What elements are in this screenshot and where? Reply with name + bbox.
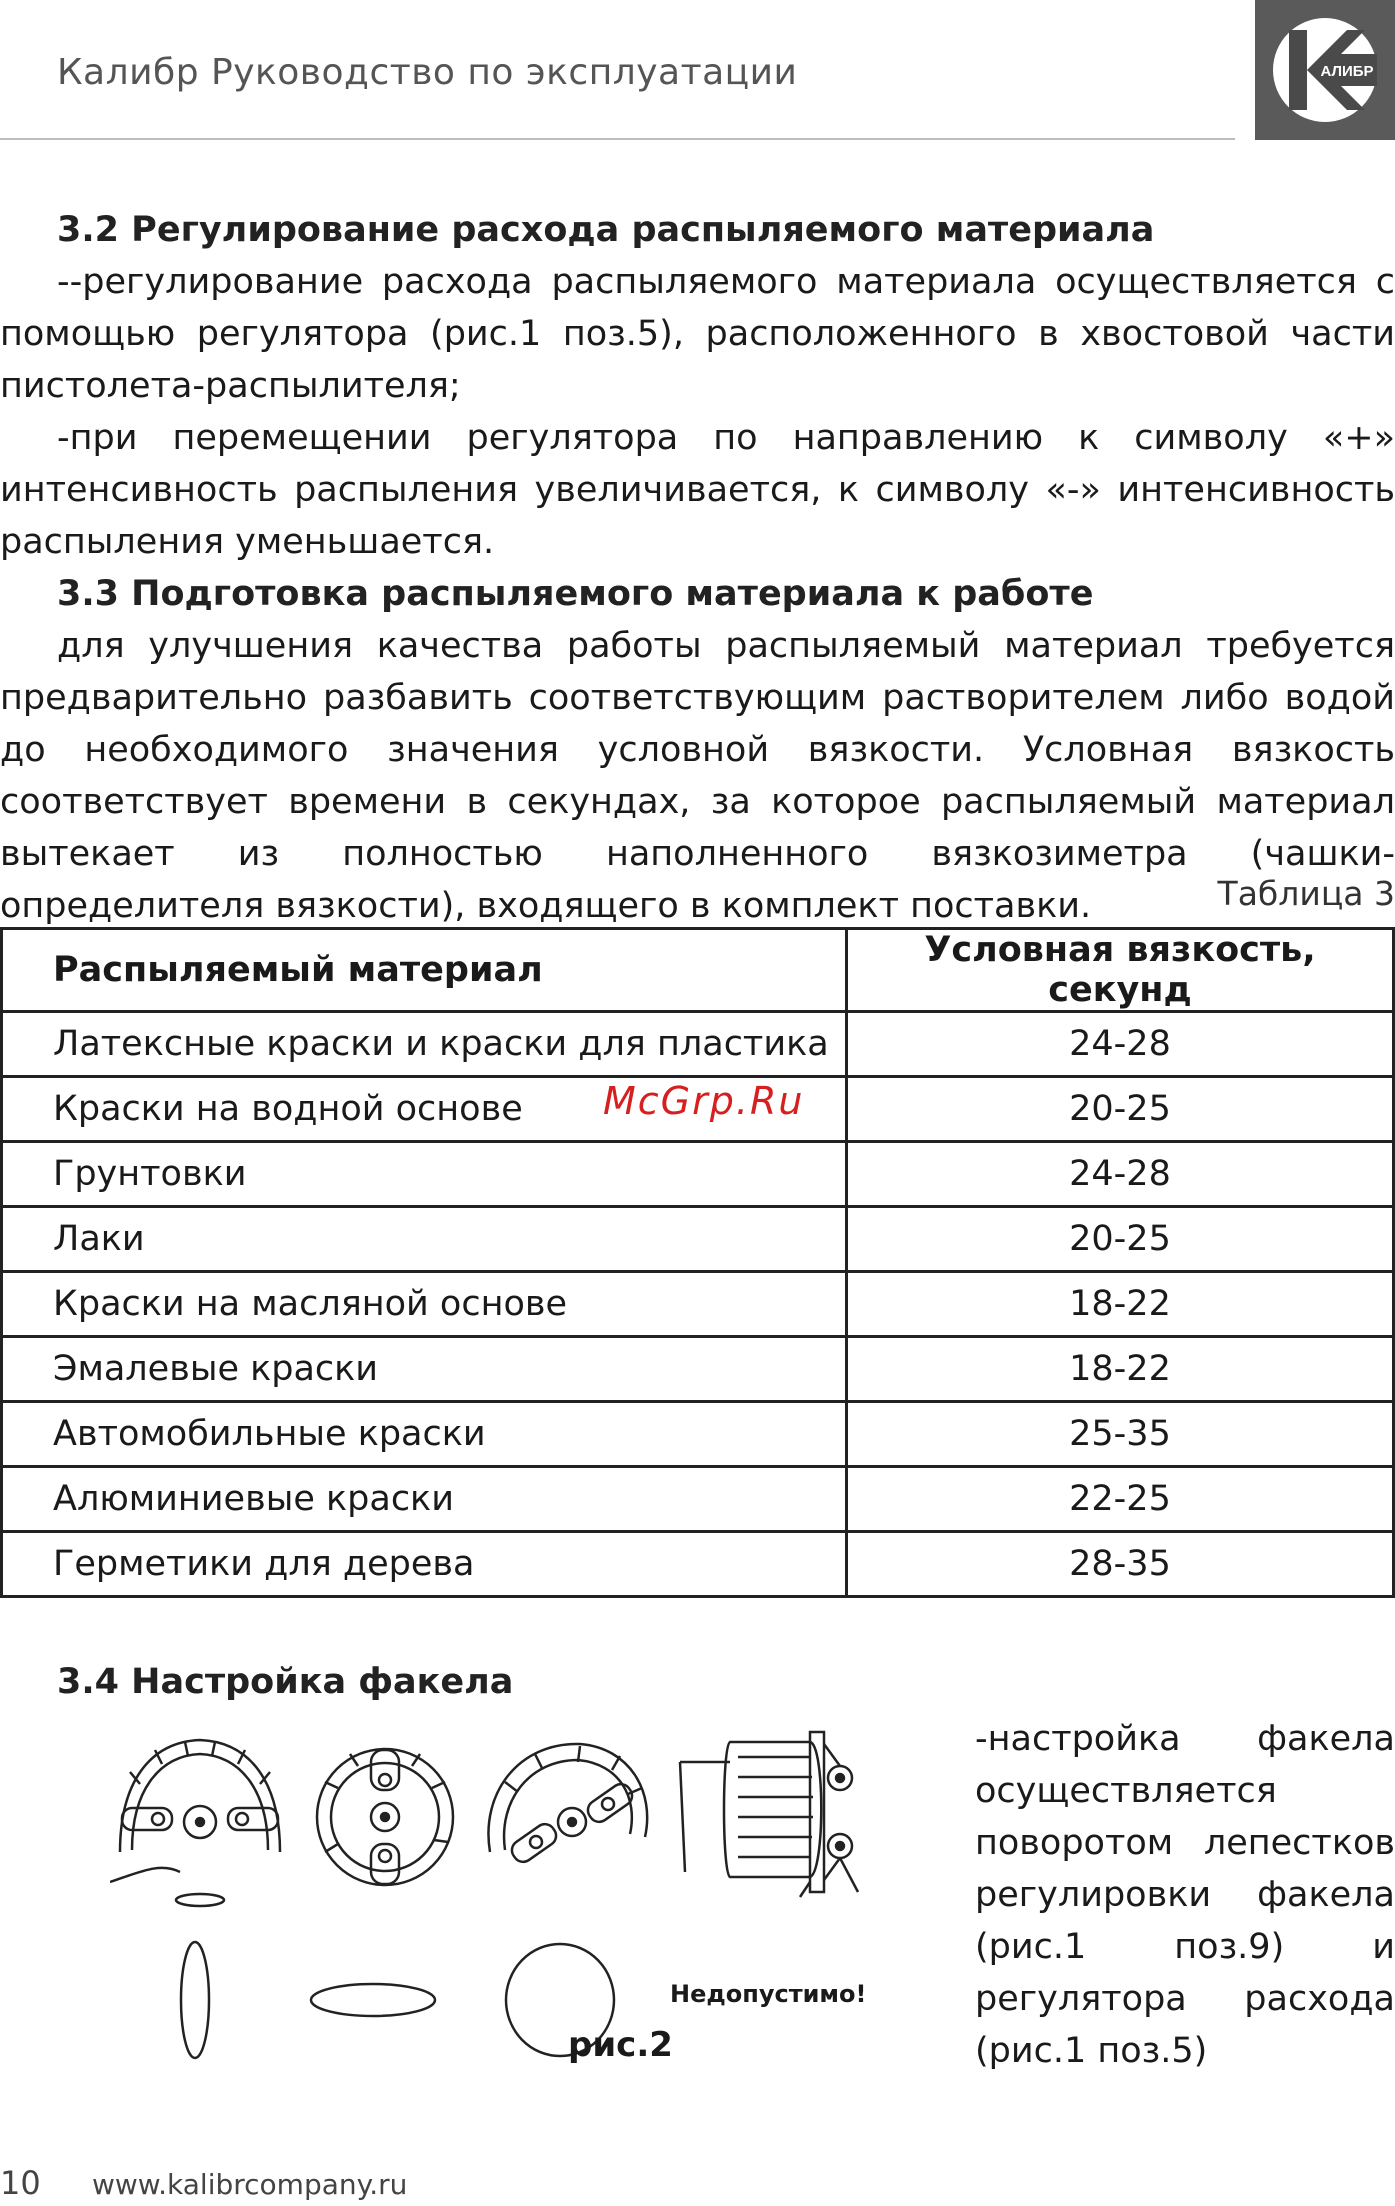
section-3-4-title: 3.4 Настройка факела bbox=[57, 1662, 514, 1702]
main-content bbox=[0, 204, 1395, 932]
nozzle-diagonal-drawing bbox=[488, 1744, 647, 1866]
figure-2 bbox=[110, 1722, 960, 2082]
section-3-4-paragraph: -настройка факела осуществляется поворотом лепестков регулировки факела (рис.1 поз.9) и регулятора расхода (рис.1 поз.5) bbox=[975, 1719, 1395, 2071]
table-header-material: Распыляемый материал bbox=[2, 929, 847, 1012]
table-cell-viscosity: 20-25 bbox=[847, 1077, 1394, 1142]
table-cell-material: Эмалевые краски bbox=[2, 1337, 847, 1402]
nozzle-illustration bbox=[110, 1722, 960, 2082]
section-3-3-title: 3.3 Подготовка распыляемого материала к работе bbox=[57, 574, 1094, 614]
nozzle-side-drawing bbox=[680, 1732, 858, 1897]
table-caption: Таблица 3 bbox=[1217, 874, 1395, 913]
table-cell-viscosity: 22-25 bbox=[847, 1467, 1394, 1532]
figure-warning-label: Недопустимо! bbox=[670, 1980, 867, 2008]
table-cell-viscosity: 18-22 bbox=[847, 1272, 1394, 1337]
table-cell-material: Грунтовки bbox=[2, 1142, 847, 1207]
table-cell-viscosity: 24-28 bbox=[847, 1012, 1394, 1077]
table-row bbox=[2, 1402, 1394, 1467]
table-cell-viscosity: 24-28 bbox=[847, 1142, 1394, 1207]
section-3-3-paragraph-1: для улучшения качества работы распыляемый материал требуется предварительно разбавить соответствующим растворителем либо водой до необходимого значения условной вязкости. Условная вязкость соответствует времени в секундах, за которое распыляемый материал вытекает из полностью наполненного вязкозиметра (чашки-определителя вязкости), входящего в комплект поставки. bbox=[0, 626, 1395, 926]
table-row bbox=[2, 1467, 1394, 1532]
header-title: Калибр Руководство по эксплуатации bbox=[57, 52, 798, 93]
table-row bbox=[2, 1012, 1394, 1077]
table-cell-viscosity: 28-35 bbox=[847, 1532, 1394, 1597]
section-3-2-paragraph-1: --регулирование расхода распыляемого материала осуществляется с помощью регулятора (рис.1 поз.5), расположенного в хвостовой части пистолета-распылителя; bbox=[0, 262, 1395, 406]
horizontal-spray-pattern bbox=[311, 1984, 435, 2016]
table-cell-viscosity: 25-35 bbox=[847, 1402, 1394, 1467]
table-row bbox=[2, 1337, 1394, 1402]
viscosity-table bbox=[0, 927, 1395, 1598]
table-row bbox=[2, 1532, 1394, 1597]
table-cell-material: Герметики для дерева bbox=[2, 1532, 847, 1597]
nozzle-vertical-drawing bbox=[317, 1749, 453, 1885]
table-row bbox=[2, 1142, 1394, 1207]
table-header-viscosity: Условная вязкость, секунд bbox=[847, 929, 1394, 1012]
page-number: 10 bbox=[0, 2164, 41, 2202]
footer-url: www.kalibrcompany.ru bbox=[92, 2168, 408, 2201]
table-cell-viscosity: 18-22 bbox=[847, 1337, 1394, 1402]
figure-caption: рис.2 bbox=[568, 2025, 673, 2065]
table-cell-material: Лаки bbox=[2, 1207, 847, 1272]
table-cell-material: Краски на масляной основе bbox=[2, 1272, 847, 1337]
table-row bbox=[2, 1207, 1394, 1272]
section-3-2-paragraph-2: -при перемещении регулятора по направлению к символу «+» интенсивность распыления увеличивается, к символу «-» интенсивность распыления уменьшается. bbox=[0, 418, 1395, 562]
vertical-spray-pattern bbox=[181, 1942, 209, 2058]
kalibr-logo bbox=[1255, 0, 1395, 140]
table-cell-material: Латексные краски и краски для пластика bbox=[2, 1012, 847, 1077]
table-row bbox=[2, 1272, 1394, 1337]
logo-text: АЛИБР bbox=[1320, 63, 1374, 80]
watermark: McGrp.Ru bbox=[603, 1079, 805, 1123]
table-cell-material: Алюминиевые краски bbox=[2, 1467, 847, 1532]
nozzle-horizontal-drawing bbox=[110, 1740, 280, 1906]
table-cell-viscosity: 20-25 bbox=[847, 1207, 1394, 1272]
header-divider bbox=[0, 138, 1235, 140]
table-cell-material: Краски на водной основе bbox=[2, 1077, 847, 1142]
kalibr-logo-icon bbox=[1255, 0, 1395, 140]
table-header-row bbox=[2, 929, 1394, 1012]
table-cell-material: Автомобильные краски bbox=[2, 1402, 847, 1467]
section-3-2-title: 3.2 Регулирование расхода распыляемого материала bbox=[57, 210, 1155, 250]
